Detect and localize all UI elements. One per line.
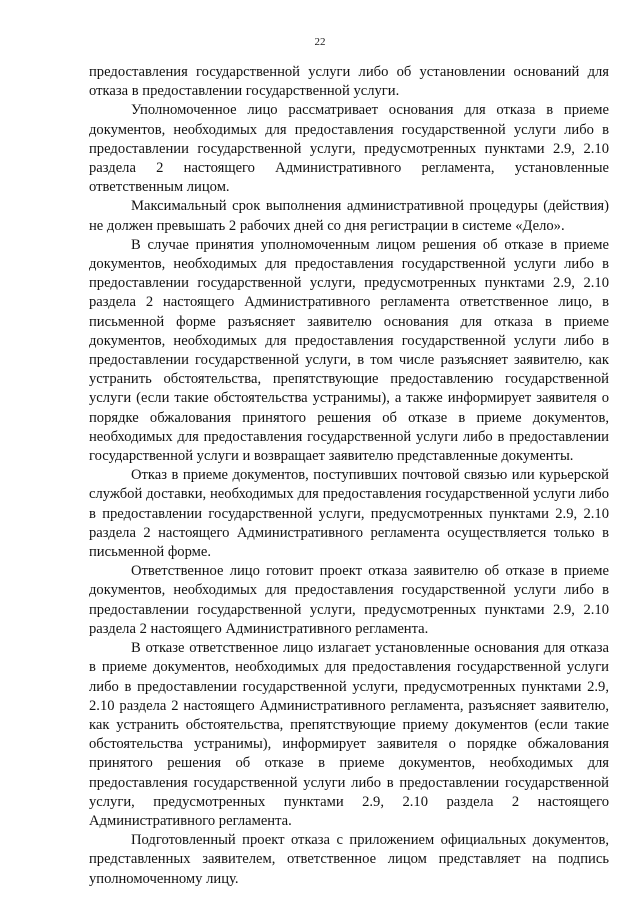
paragraph: В случае принятия уполномоченным лицом решения об отказе в приеме документов, необходимых для предоставления государственной услуги либо в предоставлении государственной услуги, предусмотренных пунктами 2.9, 2.10 раздела 2 настоящего Административного регламента ответственное лицо, в письменной форме разъясняет заявителю основания для отказа в приеме документов, необходимых для предоставления государственной услуги либо в предоставлении государственной услуги, в том числе разъясняет заявителю, как устранить обстоятельства, препятствующие предоставлению государственной услуги (если такие обстоятельства устранимы), а также информирует заявителя о порядке обжалования принятого решения об отказе в приеме документов, необходимых для предоставления государственной услуги либо в предоставлении государственной услуги и возвращает заявителю представленные документы. [89,236,609,465]
paragraph: предоставления государственной услуги либо об установлении оснований для отказа в предоставлении государственной услуги. [89,64,609,100]
page-number: 22 [314,36,326,48]
paragraph: Максимальный срок выполнения административной процедуры (действия) не должен превышать 2 рабочих дней со дня регистрации в системе «Дело». [89,198,609,234]
document-body [89,63,609,889]
paragraph: Отказ в приеме документов, поступивших почтовой связью или курьерской службой доставки, необходимых для предоставления государственной услуги либо в предоставлении государственной услуги, предусмотренных пунктами 2.9, 2.10 раздела 2 настоящего Административного регламента осуществляется только в письменной форме. [89,467,609,561]
paragraph: Ответственное лицо готовит проект отказа заявителю об отказе в приеме документов, необходимых для предоставления государственной услуги либо в предоставлении государственной услуги, предусмотренных пунктами 2.9, 2.10 раздела 2 настоящего Административного регламента. [89,563,609,637]
paragraph: Подготовленный проект отказа с приложением официальных документов, представленных заявителем, ответственное лицом представляет на подпись уполномоченному лицу. [89,832,609,887]
paragraph: В отказе ответственное лицо излагает установленные основания для отказа в приеме документов, необходимых для предоставления государственной услуги либо в предоставлении государственной услуги, предусмотренных пунктами 2.9, 2.10 раздела 2 настоящего Административного регламента, разъясняет заявителю, как устранить обстоятельства, препятствующие приему документов (если такие обстоятельства устранимы), информирует заявителя о порядке обжалования принятого решения об отказе в приеме документов, необходимых для предоставления государственной услуги либо в предоставлении государственной услуги, предусмотренных пунктами 2.9, 2.10 раздела 2 настоящего Административного регламента. [89,640,609,829]
paragraph: Уполномоченное лицо рассматривает основания для отказа в приеме документов, необходимых для предоставления государственной услуги либо в предоставлении государственной услуги, предусмотренных пунктами 2.9, 2.10 раздела 2 настоящего Административного регламента, установленные ответственным лицом. [89,102,609,196]
